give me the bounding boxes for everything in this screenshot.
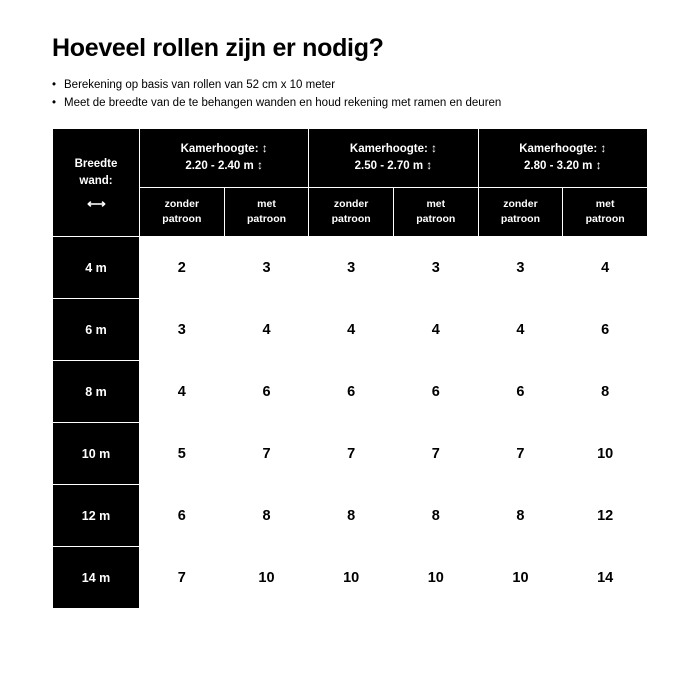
vertical-arrow-icon: ↕ [261, 141, 268, 156]
table-cell: 4 [140, 361, 225, 423]
table-cell: 12 [563, 485, 648, 547]
table-cell: 3 [478, 237, 563, 299]
group-range-1: 2.20 - 2.40 m [185, 160, 254, 173]
table-row [53, 423, 648, 485]
table-cell: 7 [140, 547, 225, 609]
page-title: Hoeveel rollen zijn er nodig? [52, 34, 384, 62]
table-cell: 6 [393, 361, 478, 423]
table-cell: 10 [224, 547, 309, 609]
table-header-row-sub [53, 188, 648, 237]
subheader-line2: patroon [331, 213, 371, 226]
table-cell: 6 [309, 361, 394, 423]
vertical-arrow-icon: ↕ [256, 158, 263, 173]
notes-list [52, 77, 650, 113]
table-cell: 8 [563, 361, 648, 423]
table-cell: 3 [224, 237, 309, 299]
table-cell: 2 [140, 237, 225, 299]
subheader-2 [224, 188, 309, 237]
table-cell: 6 [224, 361, 309, 423]
row-header-width: 6 m [53, 299, 140, 361]
row-header-width: 8 m [53, 361, 140, 423]
group-label-3: Kamerhoogte: [519, 143, 598, 156]
vertical-arrow-icon: ↕ [426, 158, 433, 173]
table-cell: 10 [478, 547, 563, 609]
subheader-line2: patroon [416, 213, 456, 226]
group-header-2 [309, 129, 478, 188]
table-cell: 4 [563, 237, 648, 299]
row-header-width: 12 m [53, 485, 140, 547]
subheader-1 [140, 188, 225, 237]
list-item: • Berekening op basis van rollen van 52 cm x 10 meter [52, 77, 650, 95]
table-row [53, 547, 648, 609]
subheader-line1: zonder [503, 197, 538, 210]
table-row [53, 237, 648, 299]
table-cell: 7 [393, 423, 478, 485]
table-cell: 4 [393, 299, 478, 361]
group-label-2: Kamerhoogte: [349, 143, 428, 156]
corner-header [53, 129, 140, 237]
table-cell: 10 [393, 547, 478, 609]
horizontal-arrow-icon: ⟷ [87, 195, 105, 211]
subheader-line1: met [257, 197, 276, 210]
table-cell: 3 [309, 237, 394, 299]
subheader-line1: met [426, 197, 446, 210]
subheader-line2: patroon [585, 213, 625, 226]
vertical-arrow-icon: ↕ [595, 158, 602, 173]
table-cell: 8 [478, 485, 563, 547]
subheader-6 [563, 188, 648, 237]
subheader-3 [309, 188, 394, 237]
rolls-table [52, 128, 648, 609]
group-range-3: 2.80 - 3.20 m [524, 160, 593, 173]
vertical-arrow-icon: ↕ [431, 141, 438, 156]
table-cell: 3 [393, 237, 478, 299]
table-header-row-groups [53, 129, 648, 188]
vertical-arrow-icon: ↕ [600, 141, 607, 156]
table-cell: 5 [140, 423, 225, 485]
table-cell: 10 [309, 547, 394, 609]
corner-label-line2: wand: [79, 175, 113, 188]
subheader-line2: patroon [246, 213, 287, 226]
subheader-line1: zonder [164, 197, 200, 210]
table-cell: 8 [224, 485, 309, 547]
table-cell: 6 [563, 299, 648, 361]
table-cell: 3 [140, 299, 225, 361]
list-item: • Meet de breedte van de te behangen wanden en houd rekening met ramen en deuren [52, 95, 650, 113]
subheader-line1: zonder [333, 197, 369, 210]
corner-label-line1: Breedte [74, 158, 118, 171]
group-header-3 [478, 129, 647, 188]
group-header-1 [140, 129, 309, 188]
subheader-line2: patroon [500, 213, 540, 226]
table-cell: 7 [309, 423, 394, 485]
subheader-4 [393, 188, 478, 237]
subheader-line2: patroon [162, 213, 202, 226]
group-label-1: Kamerhoogte: [180, 143, 259, 156]
table-cell: 7 [478, 423, 563, 485]
table-row [53, 361, 648, 423]
table-cell: 4 [478, 299, 563, 361]
row-header-width: 4 m [53, 237, 140, 299]
table-row [53, 485, 648, 547]
group-range-2: 2.50 - 2.70 m [354, 160, 424, 173]
table-cell: 8 [393, 485, 478, 547]
subheader-5 [478, 188, 563, 237]
table-cell: 4 [309, 299, 394, 361]
table-cell: 6 [478, 361, 563, 423]
table-cell: 7 [224, 423, 309, 485]
subheader-line1: met [595, 197, 615, 210]
table-row [53, 299, 648, 361]
row-header-width: 10 m [53, 423, 140, 485]
table-cell: 4 [224, 299, 309, 361]
table-cell: 6 [140, 485, 225, 547]
table-cell: 14 [563, 547, 648, 609]
table-cell: 10 [563, 423, 648, 485]
table-cell: 8 [309, 485, 394, 547]
row-header-width: 14 m [53, 547, 140, 609]
